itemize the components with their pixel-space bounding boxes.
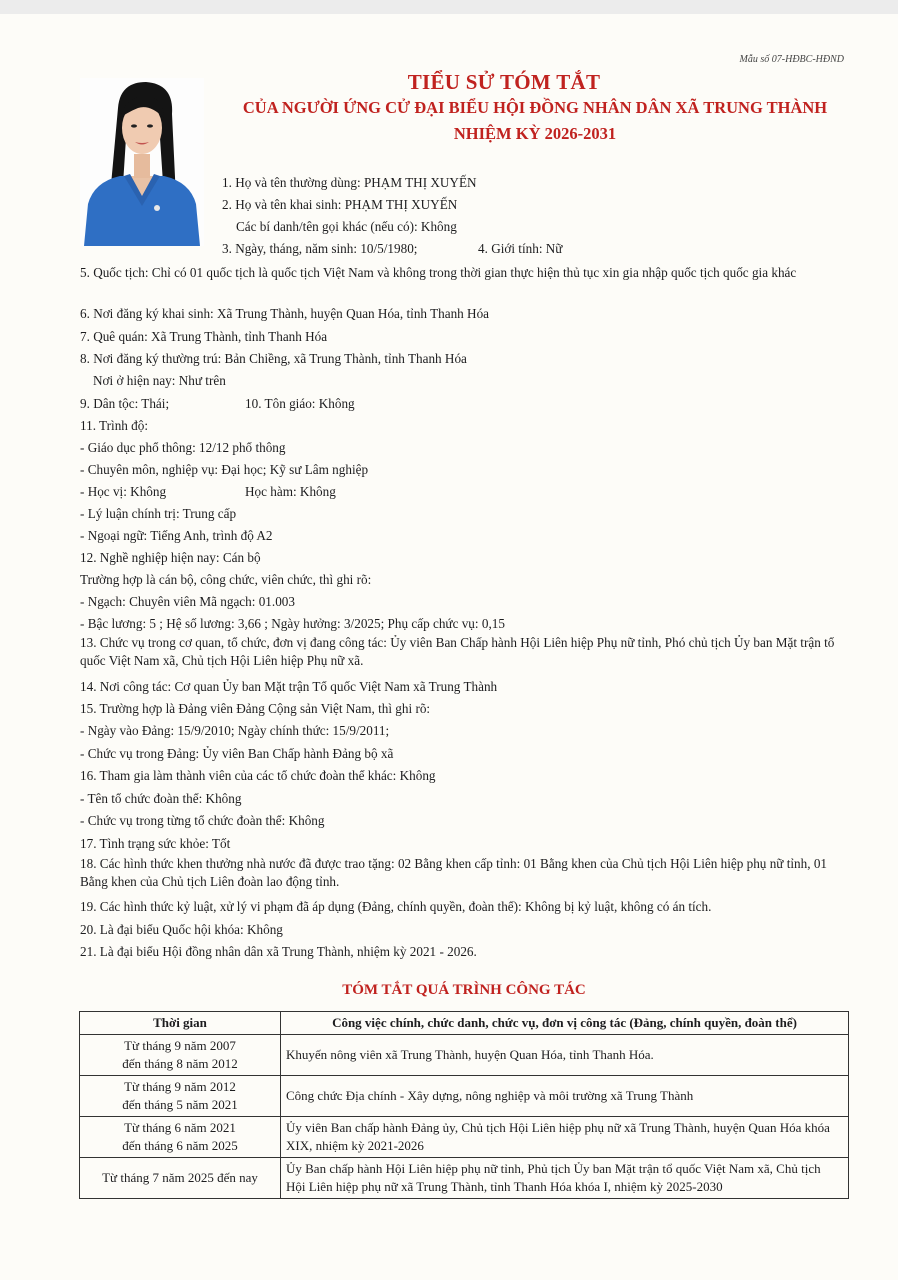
occupation-line: 12. Nghề nghiệp hiện nay: Cán bộ <box>80 550 261 565</box>
council-delegate-line: 21. Là đại biểu Hội đồng nhân dân xã Trung Thành, nhiệm kỳ 2021 - 2026. <box>80 944 477 959</box>
job-column-header: Công việc chính, chức danh, chức vụ, đơn vị công tác (Đảng, chính quyền, đoàn thể) <box>281 1012 849 1035</box>
position-line: 13. Chức vụ trong cơ quan, tổ chức, đơn vị đang công tác: Ủy viên Ban Chấp hành Hội Liên hiệp Phụ nữ tỉnh, Phó chủ tịch Ủy ban Mặt trận tổ quốc Việt Nam xã, Chủ tịch Hội Liên hiệp Phụ nữ xã. <box>80 635 835 668</box>
hometown-line: 7. Quê quán: Xã Trung Thành, tỉnh Thanh Hóa <box>80 329 328 344</box>
gender-line: 4. Giới tính: Nữ <box>478 241 563 256</box>
organization-name-line: - Tên tổ chức đoàn thể: Không <box>80 791 242 806</box>
awards-line: 18. Các hình thức khen thưởng nhà nước đã được trao tặng: 02 Bằng khen cấp tỉnh: 01 Bằng khen của Chủ tịch Hội Liên hiệp phụ nữ tỉnh, 01 Bằng khen của Chủ tịch Liên đoàn lao động tỉnh. <box>80 856 828 889</box>
health-line: 17. Tình trạng sức khỏe: Tốt <box>80 836 231 851</box>
workplace-line: 14. Nơi công tác: Cơ quan Ủy ban Mặt trận Tổ quốc Việt Nam xã Trung Thành <box>80 679 498 694</box>
time-cell <box>80 1035 281 1076</box>
national-assembly-line: 20. Là đại biểu Quốc hội khóa: Không <box>80 922 283 937</box>
work-history-table <box>79 1011 849 1199</box>
degree-line: - Học vị: Không <box>80 484 167 499</box>
party-position-line: - Chức vụ trong Đảng: Ủy viên Ban Chấp hành Đảng bộ xã <box>80 746 394 761</box>
rank-line: - Ngạch: Chuyên viên Mã ngạch: 01.003 <box>80 594 295 609</box>
table-row <box>80 1035 849 1076</box>
time-column-header: Thời gian <box>80 1012 281 1035</box>
current-residence-line: Nơi ở hiện nay: Như trên <box>93 373 226 388</box>
job-cell: Ủy Ban chấp hành Hội Liên hiệp phụ nữ tỉnh, Phủ tịch Ủy ban Mặt trận tổ quốc Việt Nam xã, Chủ tịch Hội Liên hiệp phụ nữ xã Trung Thành, tỉnh Thanh Hóa khóa I, nhiệm kỳ 2025-2030 <box>281 1158 849 1199</box>
time-cell <box>80 1117 281 1158</box>
common-name-line: 1. Họ và tên thường dùng: PHẠM THỊ XUYẾN <box>222 175 477 190</box>
job-cell: Khuyến nông viên xã Trung Thành, huyện Quan Hóa, tỉnh Thanh Hóa. <box>281 1035 849 1076</box>
time-cell <box>80 1158 281 1199</box>
time-cell-text: Từ tháng 9 năm 2012 đến tháng 5 năm 2021 <box>122 1079 238 1112</box>
birth-date-line: 3. Ngày, tháng, năm sinh: 10/5/1980; <box>222 241 418 256</box>
table-row <box>80 1158 849 1199</box>
organizations-line: 16. Tham gia làm thành viên của các tổ chức đoàn thể khác: Không <box>80 768 436 783</box>
nationality-line: 5. Quốc tịch: Chỉ có 01 quốc tịch là quốc tịch Việt Nam và không trong thời gian thực hiện thủ tục xin gia nhập quốc tịch quốc gia khác <box>80 265 797 280</box>
table-row <box>80 1076 849 1117</box>
permanent-residence-line: 8. Nơi đăng ký thường trú: Bản Chiềng, xã Trung Thành, tỉnh Thanh Hóa <box>80 351 467 366</box>
party-dates-line: - Ngày vào Đảng: 15/9/2010; Ngày chính thức: 15/9/2011; <box>80 723 390 738</box>
table-header-row <box>80 1012 849 1035</box>
document-subtitle: CỦA NGƯỜI ỨNG CỬ ĐẠI BIỂU HỘI ĐỒNG NHÂN DÂN XÃ TRUNG THÀNH <box>242 98 828 117</box>
form-code: Mẫu số 07-HĐBC-HĐND <box>739 54 844 65</box>
specialty-line: - Chuyên môn, nghiệp vụ: Đại học; Kỹ sư Lâm nghiệp <box>80 462 369 477</box>
table-row <box>80 1117 849 1158</box>
document-title: TIỂU SỬ TÓM TẮT <box>407 70 601 94</box>
ethnicity-line: 9. Dân tộc: Thái; <box>80 396 170 411</box>
salary-line: - Bậc lương: 5 ; Hệ số lương: 3,66 ; Ngày hưởng: 3/2025; Phụ cấp chức vụ: 0,15 <box>80 616 505 631</box>
aliases-line: Các bí danh/tên gọi khác (nếu có): Không <box>236 219 457 234</box>
general-education-line: - Giáo dục phổ thông: 12/12 phổ thông <box>80 440 286 455</box>
time-cell-text: Từ tháng 7 năm 2025 đến nay <box>102 1170 258 1185</box>
birth-name-line: 2. Họ và tên khai sinh: PHẠM THỊ XUYẾN <box>222 197 458 212</box>
job-cell: Ủy viên Ban chấp hành Đảng ủy, Chủ tịch Hội Liên hiệp phụ nữ xã Trung Thành, huyện Quan Hóa khóa XIX, nhiệm kỳ 2021-2026 <box>281 1117 849 1158</box>
time-cell-text: Từ tháng 9 năm 2007 đến tháng 8 năm 2012 <box>122 1038 238 1071</box>
organization-position-line: - Chức vụ trong từng tổ chức đoàn thể: Không <box>80 813 325 828</box>
time-cell-text: Từ tháng 6 năm 2021 đến tháng 6 năm 2025 <box>122 1120 238 1153</box>
time-cell <box>80 1076 281 1117</box>
term-title: NHIỆM KỲ 2026-2031 <box>453 124 617 143</box>
candidate-portrait <box>80 78 204 246</box>
discipline-line: 19. Các hình thức kỷ luật, xử lý vi phạm đã áp dụng (Đảng, chính quyền, đoàn thể): Không bị kỷ luật, không có án tích. <box>80 899 712 914</box>
religion-line: 10. Tôn giáo: Không <box>245 396 355 411</box>
civil-servant-note: Trường hợp là cán bộ, công chức, viên chức, thì ghi rõ: <box>80 572 372 587</box>
work-history-title: TÓM TẮT QUÁ TRÌNH CÔNG TÁC <box>342 982 586 998</box>
birth-registration-line: 6. Nơi đăng ký khai sinh: Xã Trung Thành, huyện Quan Hóa, tỉnh Thanh Hóa <box>80 306 490 321</box>
education-heading: 11. Trình độ: <box>80 418 149 433</box>
party-member-heading: 15. Trường hợp là Đảng viên Đảng Cộng sản Việt Nam, thì ghi rõ: <box>80 701 431 716</box>
foreign-language-line: - Ngoại ngữ: Tiếng Anh, trình độ A2 <box>80 528 273 543</box>
job-cell: Công chức Địa chính - Xây dựng, nông nghiệp và môi trường xã Trung Thành <box>281 1076 849 1117</box>
academic-title-line: Học hàm: Không <box>245 484 336 499</box>
top-band <box>0 0 898 14</box>
political-theory-line: - Lý luận chính trị: Trung cấp <box>80 506 237 521</box>
